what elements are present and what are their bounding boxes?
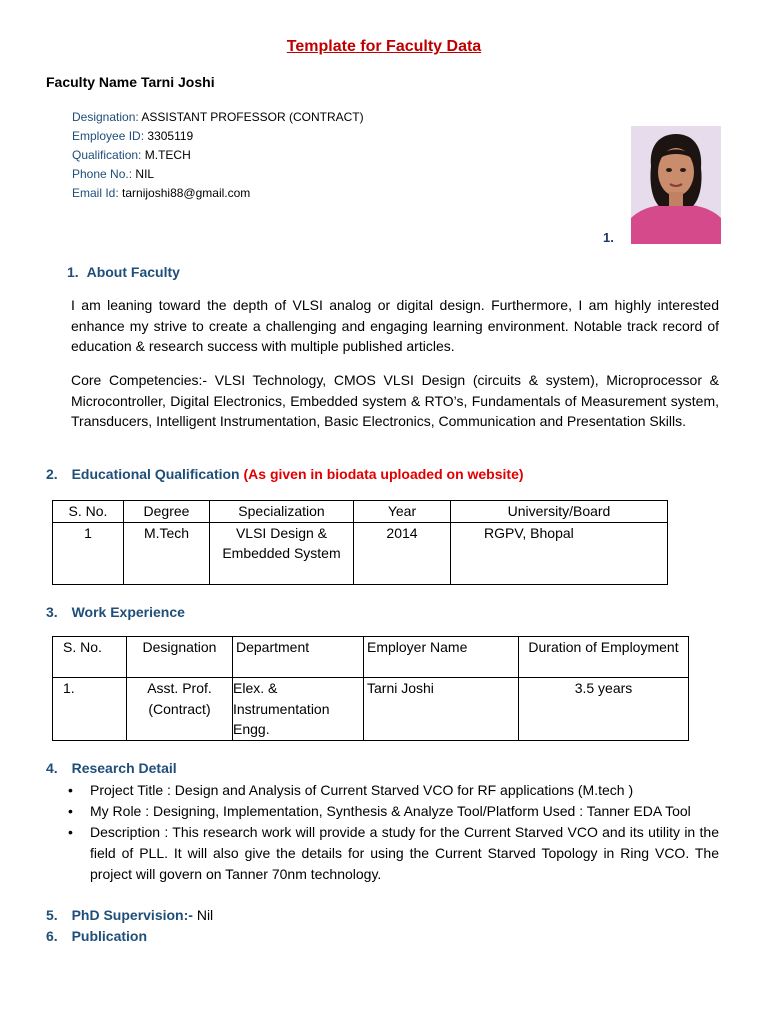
table-header: Year [354,501,451,523]
table-cell: VLSI Design & Embedded System [210,522,354,584]
employee-id-label: Employee ID [72,129,141,143]
faculty-photo [631,126,721,244]
qualification-line: Qualification: M.TECH [72,148,191,162]
table-header-row [53,501,668,523]
section-publication-heading [46,928,147,944]
table-cell: M.Tech [124,522,210,584]
list-item [66,822,719,885]
bullet-icon: • [68,824,73,840]
list-item [66,801,719,822]
email-value: tarnijoshi88@gmail.com [122,186,251,200]
phone-label: Phone No. [72,167,129,181]
research-description: Description : This research work will provide a study for the Current Starved VCO and its utility in the field of PLL. It will also give the details for using the Current Starved Topology in Ring VCO. The project will govern on Tanner 70nm technology. [90,824,719,882]
table-header: S. No. [53,501,124,523]
employee-id-value: 3305119 [147,129,194,143]
about-paragraph-1: I am leaning toward the depth of VLSI analog or digital design. Furthermore, I am highly interested enhance my strive to create a challenging and engaging learning environment. Notable track record of education & research success with multiple published articles. [71,297,719,354]
section-title: Educational Qualification [71,466,240,482]
section-title: About Faculty [86,264,180,280]
table-cell: 3.5 years [519,678,689,741]
email-line: Email Id: tarnijoshi88@gmail.com [72,186,251,200]
table-header-row [53,637,689,678]
section-number: 3. [46,604,58,620]
table-cell: Elex. & Instrumentation Engg. [233,678,364,741]
section-number: 4. [46,760,58,776]
section-note: (As given in biodata uploaded on website) [243,466,524,482]
section-number: 2. [46,466,58,482]
designation-value: ASSISTANT PROFESSOR (CONTRACT) [141,110,364,124]
phone-value: NIL [135,167,155,181]
page-title: Template for Faculty Data [286,38,482,55]
research-project-title: Project Title : Design and Analysis of Current Starved VCO for RF applications (M.tech ) [90,782,634,798]
table-header: Designation [127,637,233,678]
section-about-heading [67,264,180,280]
table-cell: Tarni Joshi [364,678,519,741]
photo-number: 1. [603,230,614,245]
bullet-icon: • [68,803,73,819]
list-item [66,780,719,801]
table-header: Employer Name [364,637,519,678]
table-cell: RGPV, Bhopal [451,522,668,584]
table-header: Specialization [210,501,354,523]
research-role: My Role : Designing, Implementation, Synthesis & Analyze Tool/Platform Used : Tanner EDA Tool [90,803,691,819]
qualification-value: M.TECH [144,148,191,162]
bullet-icon: • [68,782,73,798]
qualification-label: Qualification [72,148,139,162]
education-table [52,500,668,585]
section-number: 1. [67,264,79,280]
table-header: S. No. [53,637,127,678]
table-cell: Asst. Prof. (Contract) [127,678,233,741]
table-header: Department [233,637,364,678]
about-paragraph-2: Core Competencies:- VLSI Technology, CMOS VLSI Design (circuits & system), Microprocessor & Microcontroller, Digital Electronics, Embedded system & RTO’s, Fundamentals of Measurement system, Transducers, Intelligent Instrumentation, Basic Electronics, Communication and Presentation Skills. [71,372,719,429]
table-row [53,522,668,584]
section-education-heading [46,466,524,482]
work-table [52,636,689,741]
phd-value: Nil [196,907,214,923]
section-number: 6. [46,928,58,944]
section-title: Research Detail [71,760,177,776]
faculty-name-label: Faculty Name [46,74,138,90]
designation-line: Designation: ASSISTANT PROFESSOR (CONTRACT) [72,110,364,124]
section-title: PhD Supervision:- [71,907,193,923]
faculty-name-value: Tarni Joshi [140,74,215,90]
table-cell: 1. [53,678,127,741]
table-header: Degree [124,501,210,523]
section-title: Work Experience [71,604,185,620]
table-header: Duration of Employment [519,637,689,678]
faculty-name-line [46,74,215,90]
email-label: Email Id [72,186,116,200]
section-phd-heading [46,907,213,923]
employee-id-line: Employee ID: 3305119 [72,129,194,143]
section-title: Publication [71,928,148,944]
table-header: University/Board [451,501,668,523]
designation-label: Designation [72,110,136,124]
section-work-heading [46,604,185,620]
section-number: 5. [46,907,58,923]
phone-line: Phone No.: NIL [72,167,155,181]
research-list [66,780,719,885]
section-research-heading [46,760,177,776]
table-row [53,678,689,741]
table-cell: 2014 [354,522,451,584]
portrait-image [631,126,721,244]
table-cell: 1 [53,522,124,584]
